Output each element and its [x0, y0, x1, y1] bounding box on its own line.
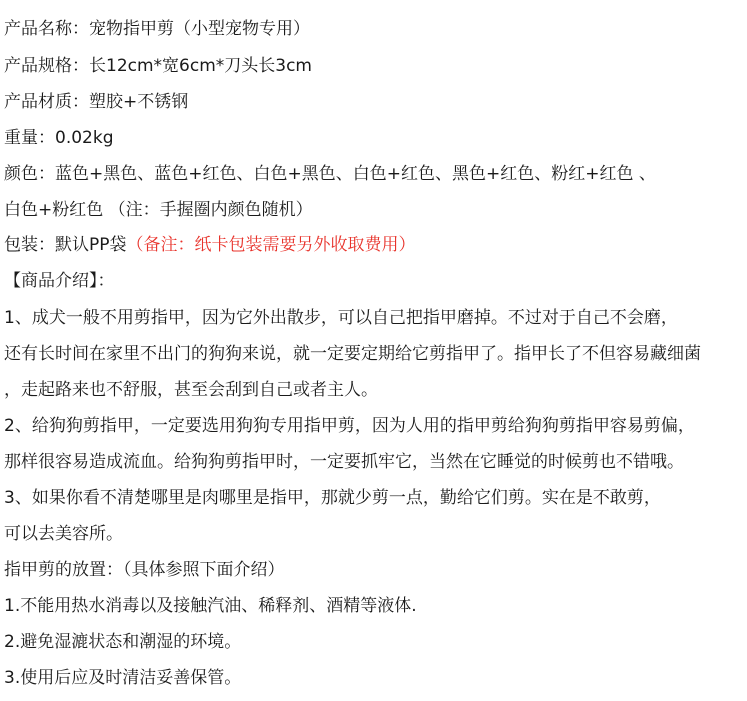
packaging-label: 包装：默认PP袋	[4, 235, 127, 255]
storage-item-2: 2.避免湿漉状态和潮湿的环境。	[4, 632, 242, 652]
intro-paragraph-3-line-2: 可以去美容所。	[4, 524, 123, 544]
packaging-note: （备注：纸卡包装需要另外收取费用）	[126, 235, 416, 255]
product-weight-line: 重量：0.02kg	[4, 128, 114, 148]
intro-paragraph-1-line-3: ，走起路来也不舒服，甚至会刮到自己或者主人。	[4, 380, 378, 400]
intro-heading: 【商品介绍】：	[4, 271, 115, 291]
product-color-line-1: 颜色：蓝色+黑色、蓝色+红色、白色+黑色、白色+红色、黑色+红色、粉红+红色 、	[4, 164, 656, 184]
product-packaging-line	[4, 235, 416, 255]
product-material-line: 产品材质：塑胶+不锈钢	[4, 92, 189, 112]
storage-item-3: 3.使用后应及时清洁妥善保管。	[4, 668, 242, 688]
storage-item-1: 1.不能用热水消毒以及接触汽油、稀释剂、酒精等液体.	[4, 596, 417, 616]
product-name-line: 产品名称：宠物指甲剪（小型宠物专用）	[4, 19, 310, 39]
product-color-line-2: 白色+粉红色 （注：手握圈内颜色随机）	[4, 200, 313, 220]
intro-paragraph-1-line-2: 还有长时间在家里不出门的狗狗来说，就一定要定期给它剪指甲了。指甲长了不但容易藏细菌	[4, 344, 701, 364]
intro-paragraph-2-line-1: 2、给狗狗剪指甲，一定要选用狗狗专用指甲剪，因为人用的指甲剪给狗狗剪指甲容易剪偏，	[4, 416, 695, 436]
intro-paragraph-3-line-1: 3、如果你看不清楚哪里是肉哪里是指甲，那就少剪一点，勤给它们剪。实在是不敢剪，	[4, 488, 661, 508]
intro-paragraph-2-line-2: 那样很容易造成流血。给狗狗剪指甲时，一定要抓牢它，当然在它睡觉的时候剪也不错哦。	[4, 452, 684, 472]
product-spec-line: 产品规格：长12cm*宽6cm*刀头长3cm	[4, 56, 312, 76]
intro-paragraph-1-line-1: 1、成犬一般不用剪指甲，因为它外出散步，可以自己把指甲磨掉。不过对于自己不会磨，	[4, 308, 678, 328]
storage-heading: 指甲剪的放置：（具体参照下面介绍）	[4, 560, 285, 580]
